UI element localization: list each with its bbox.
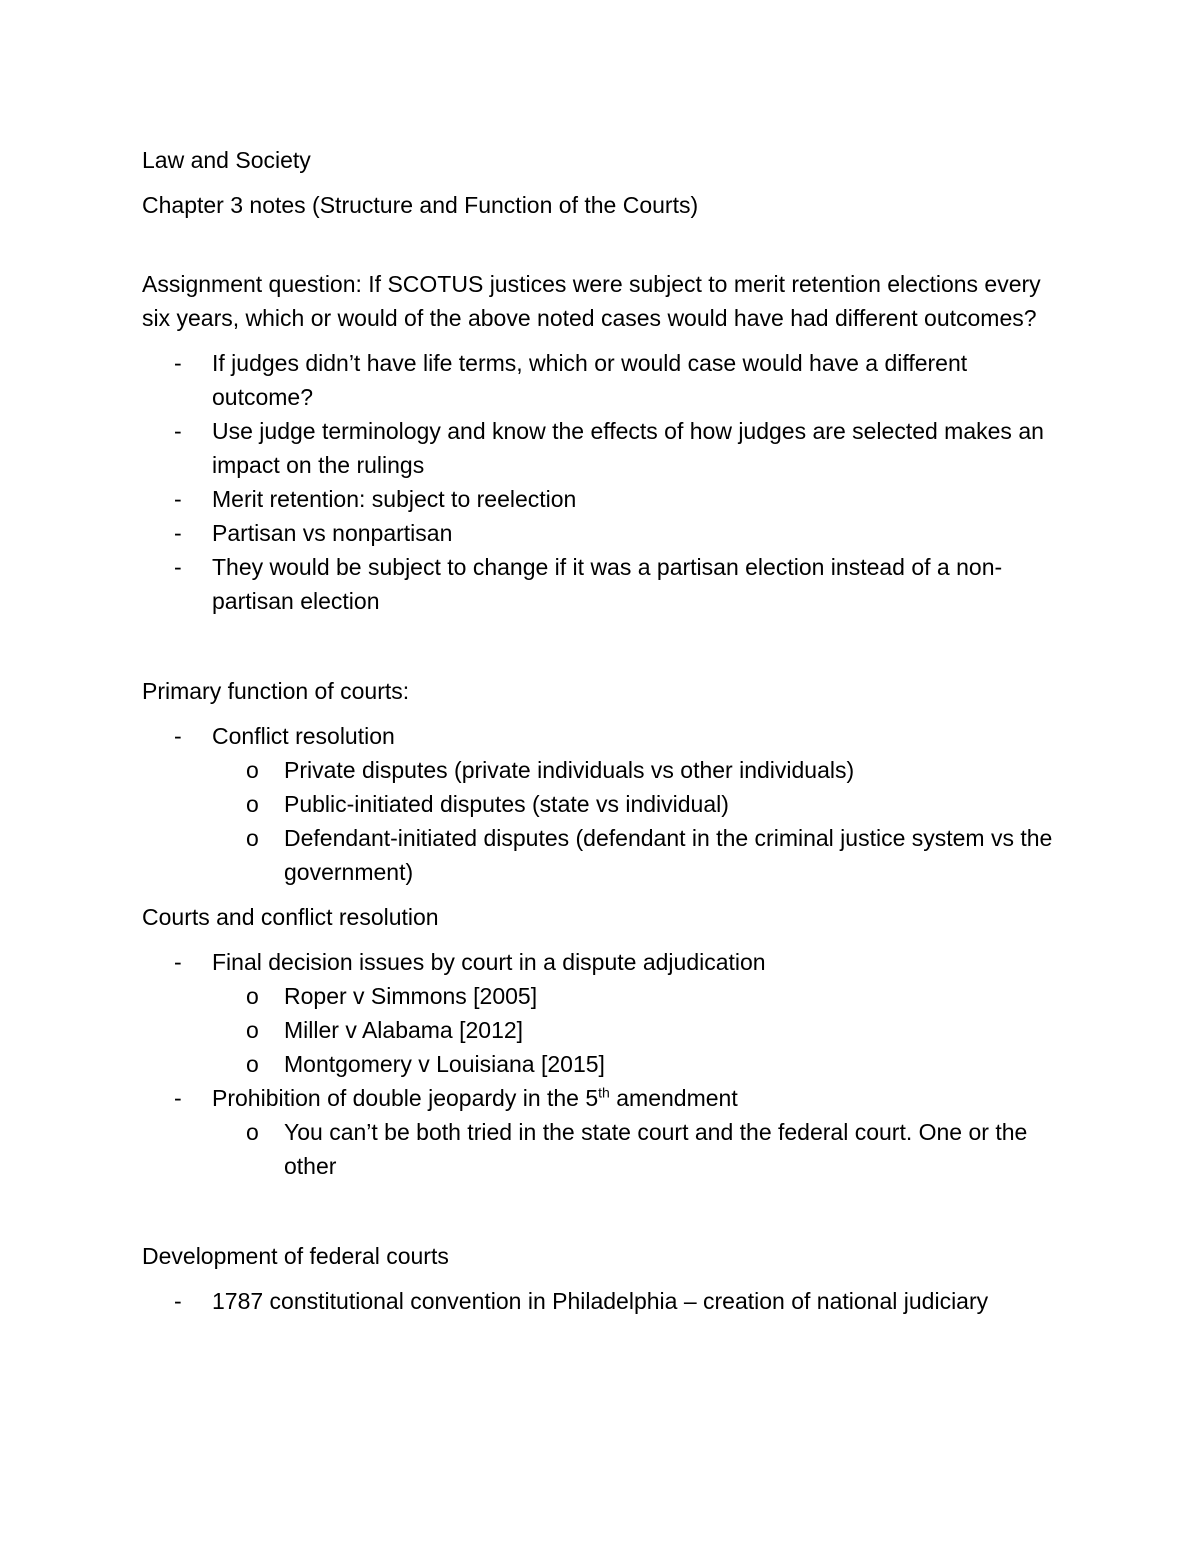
- list-item: o Montgomery v Louisiana [2015]: [212, 1047, 1062, 1081]
- conflict-resolution-heading: Courts and conflict resolution: [142, 904, 439, 930]
- blank-line: [142, 222, 1062, 267]
- blank-line: [142, 1183, 1062, 1239]
- list-item: o Defendant-initiated disputes (defendant in the criminal justice system vs the government): [212, 821, 1062, 889]
- dash-marker: -: [174, 418, 182, 444]
- list-item: - Final decision issues by court in a dispute adjudication: [142, 945, 1062, 979]
- circle-marker: o: [246, 983, 259, 1009]
- list-item: o Roper v Simmons [2005]: [212, 979, 1062, 1013]
- circle-marker: o: [246, 825, 259, 851]
- dash-marker: -: [174, 350, 182, 376]
- circle-marker: o: [246, 1051, 259, 1077]
- document-subtitle: Chapter 3 notes (Structure and Function of the Courts): [142, 192, 699, 218]
- list-item: - 1787 constitutional convention in Philadelphia – creation of national judiciary: [142, 1284, 1062, 1318]
- dash-marker: -: [174, 520, 182, 546]
- conflict-resolution-list: [142, 945, 1062, 979]
- list-item: o Public-initiated disputes (state vs individual): [212, 787, 1062, 821]
- list-item: - They would be subject to change if it was a partisan election instead of a non-partisan election: [142, 550, 1062, 618]
- blank-line: [142, 618, 1062, 674]
- list-item: o Miller v Alabama [2012]: [212, 1013, 1062, 1047]
- list-item: - Conflict resolution: [142, 719, 1062, 753]
- assignment-bullets: [142, 346, 1062, 618]
- superscript: th: [598, 1084, 610, 1101]
- circle-marker: o: [246, 1017, 259, 1043]
- dash-marker: -: [174, 723, 182, 749]
- circle-marker: o: [246, 1119, 259, 1145]
- circle-marker: o: [246, 757, 259, 783]
- list-item: o Private disputes (private individuals vs other individuals): [212, 753, 1062, 787]
- list-item: - Merit retention: subject to reelection: [142, 482, 1062, 516]
- dash-marker: -: [174, 1288, 182, 1314]
- dash-marker: -: [174, 1085, 182, 1111]
- circle-marker: o: [246, 791, 259, 817]
- assignment-question: Assignment question: If SCOTUS justices were subject to merit retention elections every six years, which or would of the above noted cases would have had different outcomes?: [142, 271, 1041, 331]
- document-content: [142, 143, 1062, 1318]
- cases-sublist: [212, 979, 1062, 1081]
- dash-marker: -: [174, 554, 182, 580]
- blank-line: [142, 889, 1062, 900]
- list-item: - Prohibition of double jeopardy in the 5th amendment: [142, 1081, 1062, 1115]
- list-item: - Use judge terminology and know the effects of how judges are selected makes an impact on the rulings: [142, 414, 1062, 482]
- federal-courts-list: [142, 1284, 1062, 1318]
- primary-function-heading: Primary function of courts:: [142, 678, 410, 704]
- dash-marker: -: [174, 486, 182, 512]
- list-item: - If judges didn’t have life terms, which or would case would have a different outcome?: [142, 346, 1062, 414]
- list-item: - Partisan vs nonpartisan: [142, 516, 1062, 550]
- primary-function-sublist: [212, 753, 1062, 889]
- primary-function-list: [142, 719, 1062, 753]
- document-title: Law and Society: [142, 147, 311, 173]
- double-jeopardy-list: [142, 1081, 1062, 1115]
- list-item: o You can’t be both tried in the state court and the federal court. One or the other: [212, 1115, 1062, 1183]
- federal-courts-heading: Development of federal courts: [142, 1243, 449, 1269]
- dash-marker: -: [174, 949, 182, 975]
- double-jeopardy-sublist: [212, 1115, 1062, 1183]
